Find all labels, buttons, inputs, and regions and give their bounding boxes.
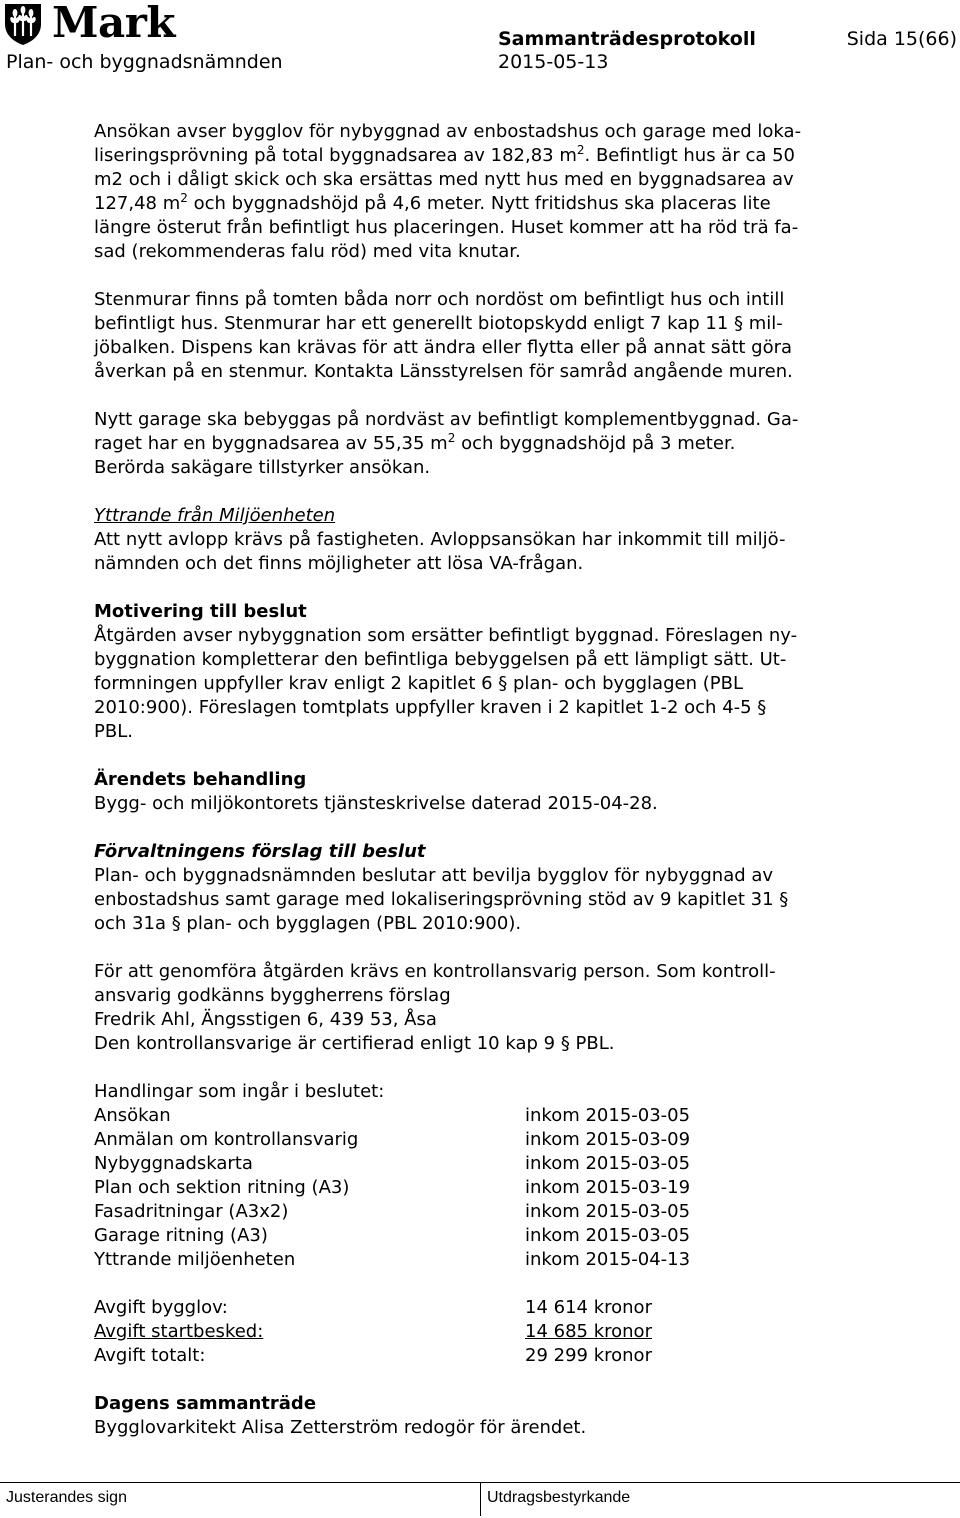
administration-proposal-heading: Förvaltningens förslag till beslut [94,841,426,862]
table-row: Nybyggnadskarta inkom 2015-03-05 [94,1153,691,1174]
application-paragraph: Ansökan avser bygglov för nybyggnad av enbostadshus och garage med loka- liseringsprövning på total byggnadsarea av 182,83 $m^2$. Befintligt hus är ca 50 m2 och i dåligt skick och ska ersättas med nytt hus med en byggnadsarea av 127,48 $m^2$ och byggnadshöjd på 4,6 meter. Nytt fritidshus ska placeras lite längre österut från befintligt hus placeringen. Huset kommer att ha röd trä fa- sad (rekommenderas falu röd) med vita knutar. [94,121,802,262]
adjusters-signature-label: Justerandes sign [6,1489,127,1506]
protocol-body [94,120,874,1440]
case-handling-section: Ärendets behandling Bygg- och miljökontorets tjänsteskrivelse daterad 2015-04-28. [94,769,658,814]
table-row: Plan och sektion ritning (A3) inkom 2015-03-19 [94,1177,691,1198]
motivation-heading: Motivering till beslut [94,601,307,622]
municipal-coat-of-arms-icon [3,2,43,46]
environment-statement-section: Yttrande från Miljöenheten Att nytt avlopp krävs på fastigheten. Avloppsansökan har inkommit till miljö- nämnden och det finns möjligheter att lösa VA-frågan. [94,505,786,574]
page-header [0,0,960,80]
stone-walls-paragraph: Stenmurar finns på tomten båda norr och nordöst om befintligt hus och intill befintligt hus. Stenmurar har ett generellt biotopskydd enligt 7 kap 11 § mil- jöbalken. Dispens kan krävas för att ändra eller flytta eller på annat sätt göra åverkan på en stenmur. Kontakta Länsstyrelsen för samråd angående muren. [94,289,793,382]
municipality-logo-text: Mark [52,0,175,47]
environment-statement-heading: Yttrande från Miljöenheten [94,505,336,526]
table-row: Avgift bygglov: 14 614 kronor [94,1297,652,1318]
document-type: Sammanträdesprotokoll [498,28,756,50]
table-row: Garage ritning (A3) inkom 2015-03-05 [94,1225,691,1246]
todays-meeting-heading: Dagens sammanträde [94,1393,317,1414]
documents-table [94,1104,690,1272]
todays-meeting-section: Dagens sammanträde Bygglovarkitekt Alisa Zetterström redogör för ärendet. [94,1393,587,1438]
table-row: Anmälan om kontrollansvarig inkom 2015-03-09 [94,1129,691,1150]
table-row: Avgift startbesked: 14 685 kronor [94,1321,652,1342]
case-handling-heading: Ärendets behandling [94,769,307,790]
page-footer [0,1476,960,1518]
inspector-paragraph: För att genomföra åtgärden krävs en kontrollansvarig person. Som kontroll- ansvarig godkänns byggherrens förslag Fredrik Ahl, Ängsstigen 6, 439 53, Åsa Den kontrollansvarige är certifierad enligt 10 kap 9 § PBL. [94,961,776,1054]
fees-table [94,1296,652,1368]
table-row: Ansökan inkom 2015-03-05 [94,1105,691,1126]
motivation-section: Motivering till beslut Åtgärden avser nybyggnation som ersätter befintligt byggnad. Föreslagen ny- byggnation kompletterar den befintliga bebyggelsen på ett lämpligt sätt. Ut- formningen uppfyller krav enligt 2 kapitlet 6 § plan- och bygglagen (PBL 2010:900). Föreslagen tomtplats uppfyller kraven i 2 kapitlet 1-2 och 4-5 § PBL. [94,601,798,742]
table-row: Avgift totalt: 29 299 kronor [94,1345,652,1366]
extract-certification-label: Utdragsbestyrkande [487,1489,631,1506]
table-row: Fasadritningar (A3x2) inkom 2015-03-05 [94,1201,691,1222]
committee-name: Plan- och byggnadsnämnden [6,51,283,73]
garage-paragraph: Nytt garage ska bebyggas på nordväst av befintligt komplementbyggnad. Ga- raget har en byggnadsarea av 55,35 $m^2$ och byggnadshöjd på 3 meter. Berörda sakägare tillstyrker ansökan. [94,409,799,478]
table-row: Yttrande miljöenheten inkom 2015-04-13 [94,1249,691,1270]
administration-proposal-section: Förvaltningens förslag till beslut Plan- och byggnadsnämnden beslutar att bevilja bygglov för nybyggnad av enbostadshus samt garage med lokaliseringsprövning stöd av 9 kapitlet 31 § och 31a § plan- och bygglagen (PBL 2010:900). [94,841,789,934]
page-number: Sida 15(66) [846,28,957,50]
meeting-date: 2015-05-13 [498,51,609,73]
documents-heading: Handlingar som ingår i beslutet: [94,1081,385,1102]
